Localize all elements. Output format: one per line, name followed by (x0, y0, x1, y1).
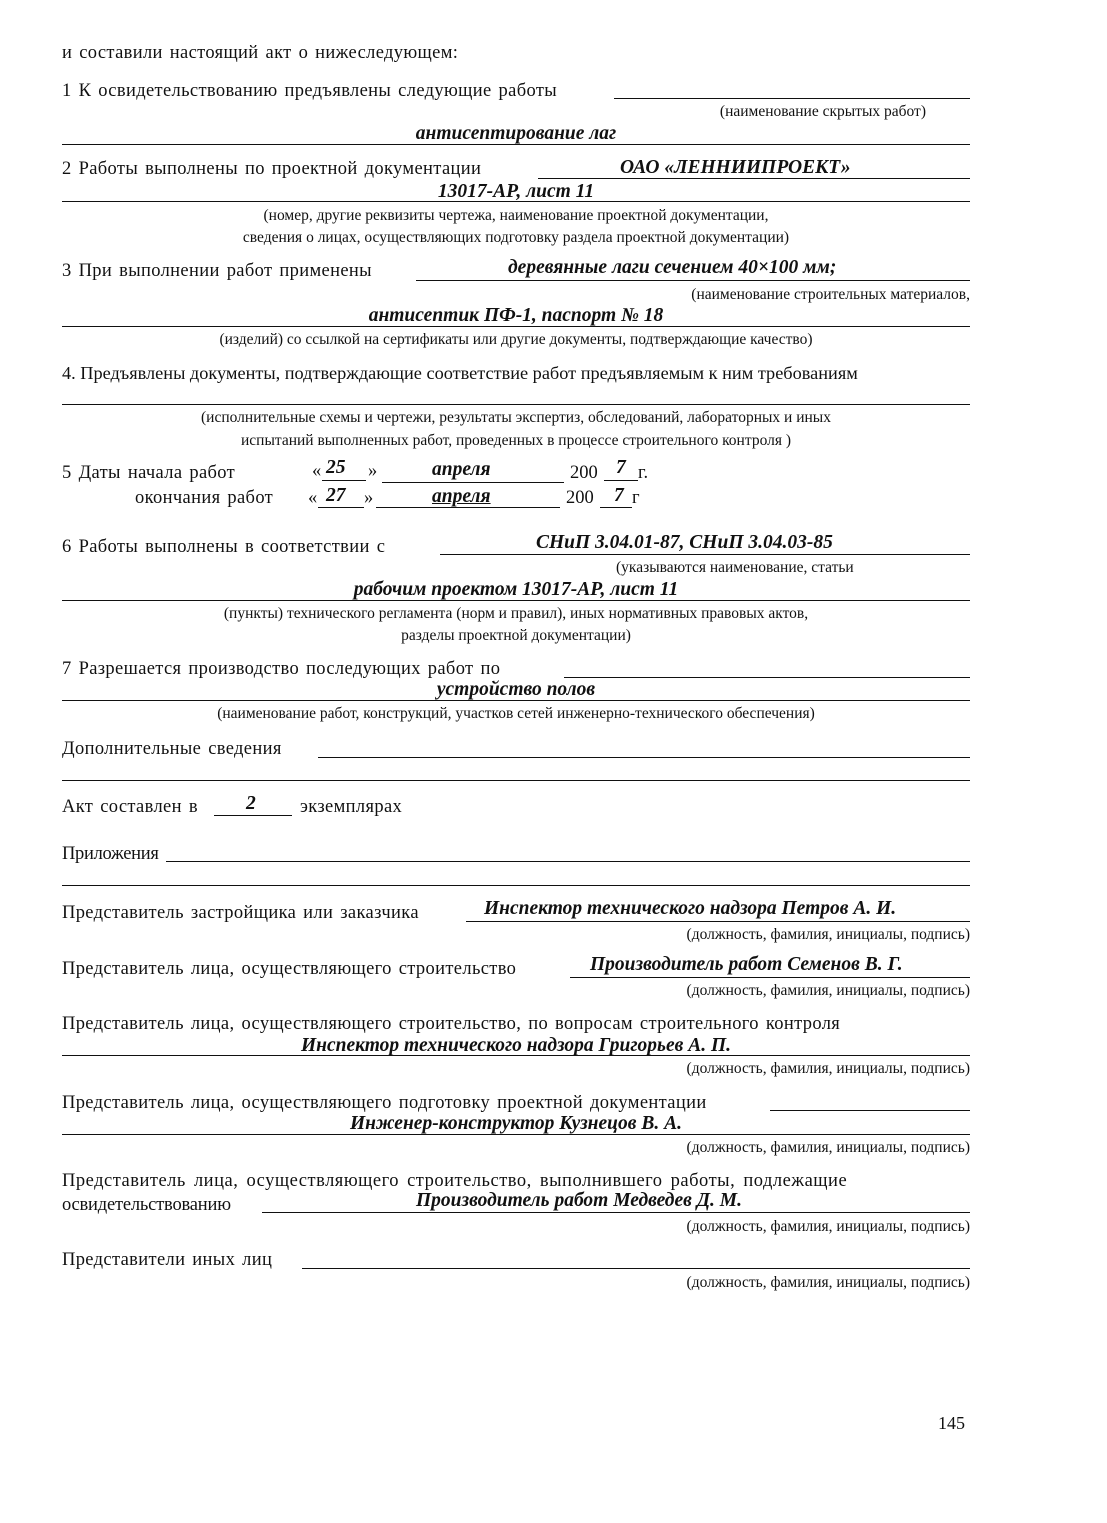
performer-value[interactable]: Производитель работ Медведев Д. М. (416, 1190, 742, 1211)
end-month[interactable]: апреля (432, 486, 491, 507)
item1-label: 1 К освидетельствованию предъявлены следующие работы (62, 81, 558, 101)
start-year-line (604, 480, 638, 481)
control-line (62, 1055, 970, 1056)
start-year-suffix: г. (638, 463, 649, 483)
additional-line-2[interactable] (62, 780, 970, 781)
item3-hint1: (наименование строительных материалов, (691, 286, 970, 303)
customer-hint: (должность, фамилия, инициалы, подпись) (686, 926, 970, 943)
others-hint: (должность, фамилия, инициалы, подпись) (686, 1274, 970, 1291)
start-open-quote: « (312, 461, 322, 481)
item6-value1[interactable]: СНиП 3.04.01-87, СНиП 3.04.03-85 (536, 532, 833, 553)
item3-value1[interactable]: деревянные лаги сечением 40×100 мм; (508, 257, 837, 278)
control-value[interactable]: Инспектор технического надзора Григорьев А. П. (301, 1035, 731, 1056)
start-day[interactable]: 25 (326, 457, 346, 478)
item7-value-line (62, 700, 970, 701)
item6-hint2: (пункты) технического регламента (норм и правил), иных нормативных правовых актов, (223, 605, 809, 622)
start-month-line (382, 482, 564, 483)
item2-hint1: (номер, другие реквизиты чертежа, наименование проектной документации, (263, 207, 769, 224)
end-year-suffix: г (632, 488, 640, 508)
item5-label-end: окончания работ (135, 488, 274, 508)
end-month-line (376, 507, 560, 508)
attachments-label: Приложения (62, 844, 159, 864)
end-year-prefix: 200 (566, 488, 594, 508)
item2-value2[interactable]: 13017-АР, лист 11 (437, 181, 595, 202)
start-close-quote: » (368, 461, 378, 481)
item3-value2[interactable]: антисептик ПФ-1, паспорт № 18 (368, 305, 664, 326)
end-open-quote: « (308, 488, 318, 508)
item2-value-line (62, 201, 970, 202)
performer-hint: (должность, фамилия, инициалы, подпись) (686, 1218, 970, 1235)
performer-line (262, 1212, 970, 1213)
start-year-digit[interactable]: 7 (616, 457, 626, 478)
item7-hint: (наименование работ, конструкций, участков сетей инженерно-технического обеспечения) (217, 705, 815, 722)
attachments-line-1[interactable] (166, 861, 970, 862)
item7-label: 7 Разрешается производство последующих работ по (62, 659, 501, 679)
start-year-prefix: 200 (570, 463, 598, 483)
design-line (62, 1134, 970, 1135)
item6-hint1: (указываются наименование, статьи (616, 559, 854, 576)
design-inline-line (770, 1110, 970, 1111)
performer-label-1: Представитель лица, осуществляющего строительство, выполнившего работы, подлежащие (62, 1171, 848, 1191)
others-label: Представители иных лиц (62, 1250, 273, 1270)
item7-inline-line (564, 677, 970, 678)
item3-hint2: (изделий) со ссылкой на сертификаты или другие документы, подтверждающие качество) (219, 331, 813, 348)
performer-label-2: освидетельствованию (62, 1195, 231, 1215)
builder-line (570, 977, 970, 978)
design-value[interactable]: Инженер-конструктор Кузнецов В. А. (350, 1113, 682, 1134)
copies-line (214, 815, 292, 816)
item3-inline-line (416, 280, 970, 281)
page-number: 145 (938, 1413, 965, 1433)
builder-hint: (должность, фамилия, инициалы, подпись) (686, 982, 970, 999)
item1-hint: (наименование скрытых работ) (719, 103, 926, 120)
item2-label: 2 Работы выполнены по проектной документации (62, 159, 482, 179)
control-hint: (должность, фамилия, инициалы, подпись) (686, 1060, 970, 1077)
others-line[interactable] (302, 1268, 970, 1269)
item6-hint3: разделы проектной документации) (401, 627, 631, 644)
control-label: Представитель лица, осуществляющего строительство, по вопросам строительного контроля (62, 1014, 841, 1034)
start-day-line (322, 480, 366, 481)
item6-value2[interactable]: рабочим проектом 13017-АР, лист 11 (353, 579, 679, 600)
item1-value-line (62, 144, 970, 145)
end-day-line (318, 507, 364, 508)
customer-line (466, 921, 970, 922)
item4-value-line[interactable] (62, 404, 970, 405)
end-year-digit[interactable]: 7 (614, 485, 624, 506)
item2-value1[interactable]: ОАО «ЛЕННИИПРОЕКТ» (620, 157, 851, 178)
copies-suffix: экземплярах (300, 797, 403, 817)
item1-inline-line (614, 98, 970, 99)
item4-hint1: (исполнительные схемы и чертежи, результаты экспертиз, обследований, лабораторных и иных (201, 409, 831, 426)
copies-label: Акт составлен в (62, 797, 198, 817)
copies-value[interactable]: 2 (246, 793, 256, 814)
item5-label-start: 5 Даты начала работ (62, 463, 236, 483)
end-close-quote: » (364, 488, 374, 508)
item1-value[interactable]: антисептирование лаг (415, 123, 617, 144)
item2-inline-line (538, 178, 970, 179)
builder-value[interactable]: Производитель работ Семенов В. Г. (590, 954, 903, 975)
item3-value-line (62, 326, 970, 327)
intro-text: и составили настоящий акт о нижеследующем: (62, 43, 459, 63)
item4-hint2: испытаний выполненных работ, проведенных в процессе строительного контроля ) (240, 432, 792, 449)
design-hint: (должность, фамилия, инициалы, подпись) (686, 1139, 970, 1156)
item6-inline-line (440, 554, 970, 555)
end-day[interactable]: 27 (326, 485, 346, 506)
item2-hint2: сведения о лицах, осуществляющих подготовку раздела проектной документации) (242, 229, 790, 246)
customer-value[interactable]: Инспектор технического надзора Петров А. И. (484, 898, 897, 919)
item3-label: 3 При выполнении работ применены (62, 261, 372, 281)
attachments-line-2[interactable] (62, 885, 970, 886)
builder-label: Представитель лица, осуществляющего строительство (62, 959, 517, 979)
end-year-line (600, 507, 632, 508)
additional-line-1[interactable] (318, 757, 970, 758)
item6-label: 6 Работы выполнены в соответствии с (62, 537, 386, 557)
additional-label: Дополнительные сведения (62, 739, 282, 759)
customer-label: Представитель застройщика или заказчика (62, 903, 419, 923)
item6-value-line (62, 600, 970, 601)
start-month[interactable]: апреля (432, 459, 491, 480)
item7-value[interactable]: устройство полов (436, 679, 596, 700)
design-label: Представитель лица, осуществляющего подготовку проектной документации (62, 1093, 707, 1113)
item4-label: 4. Предъявлены документы, подтверждающие соответствие работ предъявляемым к ним требованиям (62, 363, 858, 383)
